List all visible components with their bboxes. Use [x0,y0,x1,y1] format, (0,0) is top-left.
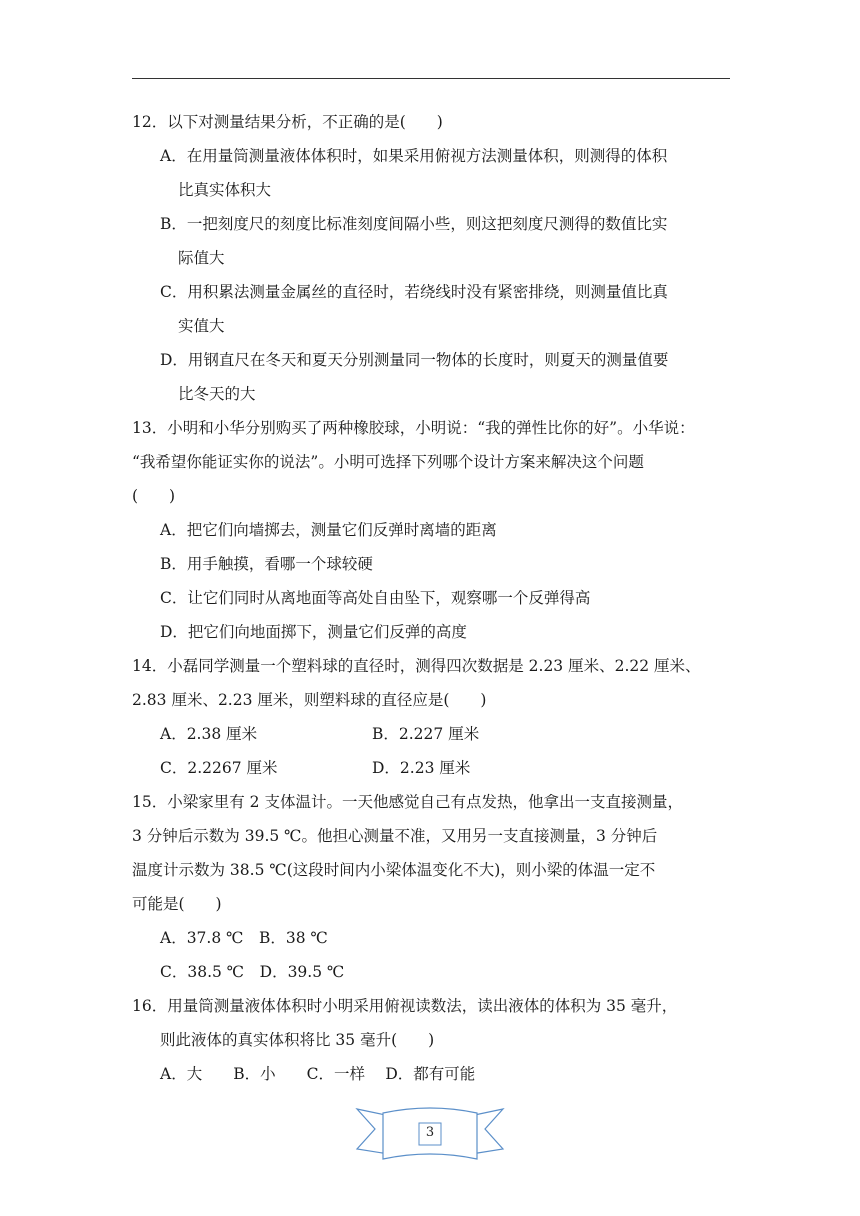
question-14 [132,649,732,785]
question-16 [132,989,732,1091]
question-stem-line2: 2.83 厘米、2.23 厘米，则塑料球的直径应是( ) [132,691,487,709]
question-stem: 16．用量筒测量液体体积时小明采用俯视读数法，读出液体的体积为 35 毫升， [132,997,678,1015]
option-c: C．让它们同时从离地面等高处自由坠下，观察哪一个反弹得高 [160,589,591,607]
option-b: B．一把刻度尺的刻度比标准刻度间隔小些，则这把刻度尺测得的数值比实 [160,215,668,233]
option-c: C．2.2267 厘米 [160,759,278,777]
question-13 [132,411,732,649]
option-b: B．2.227 厘米 [372,725,480,743]
page-number: 3 [425,1125,435,1140]
options-row: A．大 B．小 C．一样 D．都有可能 [160,1065,476,1083]
options-row-2 [132,751,732,785]
question-stem-line2: “我希望你能证实你的说法”。小明可选择下列哪个设计方案来解决这个问题 [132,453,644,471]
question-stem: 13．小明和小华分别购买了两种橡胶球，小明说：“我的弹性比你的好”。小华说： [132,419,695,437]
question-stem-line3: ( ) [132,487,176,505]
options-row-2: C．38.5 ℃ D．39.5 ℃ [160,963,345,981]
options-row-1: A．37.8 ℃ B．38 ℃ [160,929,328,947]
option-a-continued: 比真实体积大 [178,181,272,199]
option-b: B．用手触摸，看哪一个球较硬 [160,555,373,573]
question-12 [132,105,732,411]
question-15 [132,785,732,989]
option-a: A．把它们向墙掷去，测量它们反弹时离墙的距离 [160,521,497,539]
question-stem: 12．以下对测量结果分析，不正确的是( ) [132,113,443,131]
question-stem-line3: 温度计示数为 38.5 ℃(这段时间内小梁体温变化不大)，则小梁的体温一定不 [132,861,656,879]
option-c-continued: 实值大 [178,317,225,335]
option-d-continued: 比冬天的大 [178,385,256,403]
option-b-continued: 际值大 [178,249,225,267]
question-stem: 14．小磊同学测量一个塑料球的直径时，测得四次数据是 2.23 厘米、2.22 厘米、 [132,657,701,675]
option-a: A．在用量筒测量液体体积时，如果采用俯视方法测量体积，则测得的体积 [160,147,668,165]
question-stem-line4: 可能是( ) [132,895,222,913]
option-a: A．2.38 厘米 [160,725,258,743]
question-stem-line2: 则此液体的真实体积将比 35 毫升( ) [160,1031,435,1049]
question-stem: 15．小梁家里有 2 支体温计。一天他感觉自己有点发热，他拿出一支直接测量， [132,793,683,811]
options-row-1 [132,717,732,751]
header-rule [132,78,730,79]
option-d: D．2.23 厘米 [372,759,471,777]
question-list [132,105,732,1091]
option-d: D．用钢直尺在冬天和夏天分别测量同一物体的长度时，则夏天的测量值要 [160,351,669,369]
question-stem-line2: 3 分钟后示数为 39.5 ℃。他担心测量不准，又用另一支直接测量，3 分钟后 [132,827,658,845]
page-number-ribbon [355,1103,505,1163]
option-d: D．把它们向地面掷下，测量它们反弹的高度 [160,623,467,641]
option-c: C．用积累法测量金属丝的直径时，若绕线时没有紧密排绕，则测量值比真 [160,283,668,301]
